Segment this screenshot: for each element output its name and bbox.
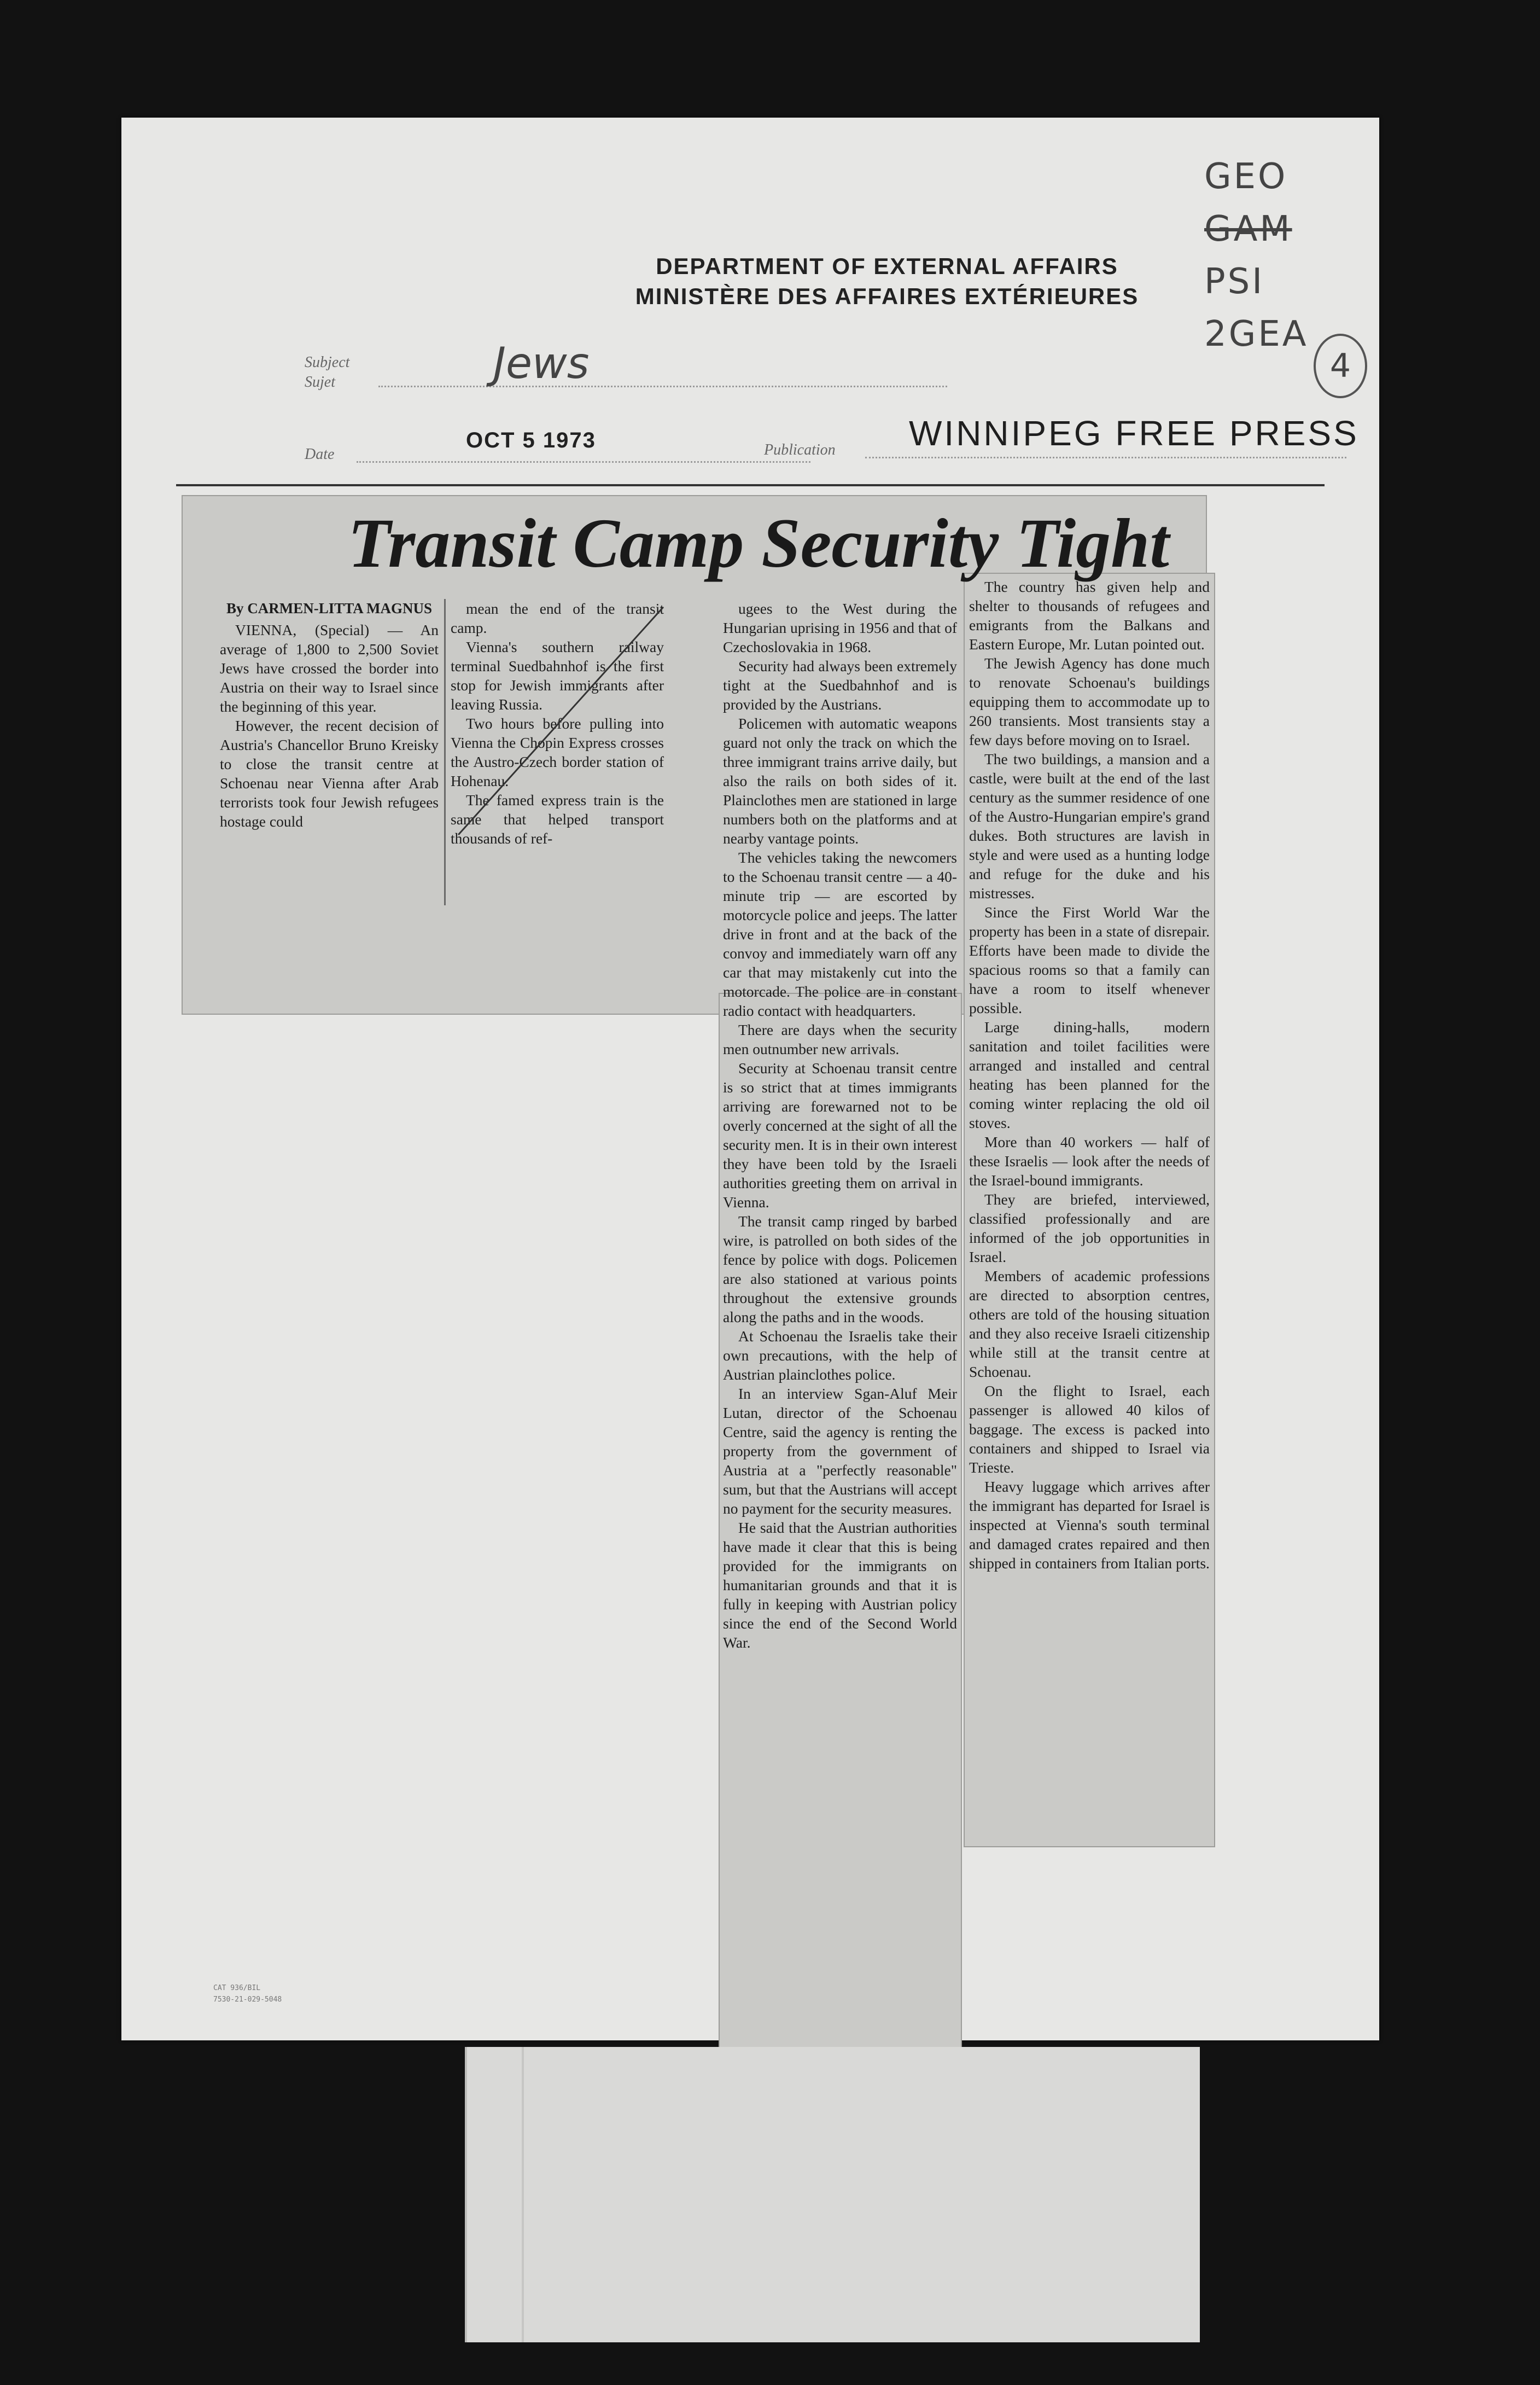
paragraph: However, the recent decision of Austria's Chancellor Bruno Kreisky to close the transit centre at Schoenau near Vienna after Arab terrorists took four Jewish refugees hostage could: [220, 717, 439, 830]
paragraph: Large dining-halls, modern sanitation and toilet facilities were arranged and installed and central heating has been planned for the coming winter replacing the old oil stoves.: [969, 1019, 1210, 1131]
subject-label: Subject: [305, 354, 350, 371]
paragraph: Heavy luggage which arrives after the immigrant has departed for Israel is inspected at Vienna's south terminal and damaged crates repaired and then shipped in containers from Italian ports.: [969, 1478, 1210, 1572]
paragraph: The country has given help and shelter to thousands of refugees and emigrants from the Balkans and Eastern Europe, Mr. Lutan pointed out.: [969, 578, 1210, 653]
paragraph: mean the end of the transit camp.: [451, 600, 664, 636]
article-byline: By CARMEN-LITTA MAGNUS: [226, 600, 433, 616]
date-label: Date: [305, 446, 335, 463]
paragraph: The transit camp ringed by barbed wire, is patrolled on both sides of the fence by police with dogs. Policemen are also stationed at various points throughout the extensive grounds along the paths and in the woods.: [723, 1213, 957, 1325]
subject-rule: [378, 386, 947, 387]
article-column-2: [451, 599, 664, 905]
routing-code-struck: GAM: [1204, 209, 1292, 249]
department-name-en: DEPARTMENT OF EXTERNAL AFFAIRS: [656, 253, 1118, 279]
routing-code: PSI: [1204, 261, 1265, 302]
column-rule: [444, 599, 446, 905]
paragraph: They are briefed, interviewed, classified professionally and are informed of the job opportunities in Israel.: [969, 1191, 1210, 1265]
department-header: [537, 252, 1237, 311]
publication-label: Publication: [764, 441, 836, 458]
paragraph: On the flight to Israel, each passenger is allowed 40 kilos of baggage. The excess is packed into containers and shipped to Israel via Trieste.: [969, 1382, 1210, 1476]
catalogue-number: [213, 1983, 282, 2006]
paragraph: Policemen with automatic weapons guard not only the track on which the three immigrant trains arrive daily, but also the rails on both sides of it. Plainclothes men are stationed in large numbers both on the platforms and at nearby vantage points.: [723, 715, 957, 847]
paragraph: The vehicles taking the newcomers to the Schoenau transit centre — a 40-minute trip — are escorted by motorcycle police and jeeps. The latter drive in front and at the back of the convoy and immediately warn off any car that may mistakenly cut into the motorcade. The police are in constant radio contact with headquarters.: [723, 849, 957, 1019]
paragraph: Security at Schoenau transit centre is so strict that at times immigrants arriving are forewarned not to be overly concerned at the sight of all the security men. It is in their own interest they have been told by the Israeli authorities greeting them on arrival in Vienna.: [723, 1060, 957, 1211]
catalogue-line: CAT 936/BIL: [213, 1984, 261, 1992]
paragraph: ugees to the West during the Hungarian uprising in 1956 and that of Czechoslovakia in 1968.: [723, 600, 957, 655]
paragraph: The famed express train is the same that helped transport thousands of ref-: [451, 792, 664, 847]
paragraph: The two buildings, a mansion and a castle, were built at the end of the last century as the summer residence of one of the Austro-Hungarian empire's grand dukes. Both structures are lavish in style and were used as a hunting lodge and refuge for the duke and his mistresses.: [969, 751, 1210, 901]
publication-rule: [865, 457, 1346, 458]
subject-value: Jews: [493, 339, 590, 388]
circled-page-number: 4: [1314, 334, 1367, 398]
paragraph: Since the First World War the property has been in a state of disrepair. Efforts have been made to divide the spacious rooms so that a family can have a room to itself whenever possible.: [969, 904, 1210, 1016]
paragraph: In an interview Sgan-Aluf Meir Lutan, director of the Schoenau Centre, said the agency is renting the property from the government of Austria at a "perfectly reasonable" sum, but that the Austrians will accept no payment for the security measures.: [723, 1385, 957, 1517]
date-rule: [357, 461, 810, 463]
paper-slip: [465, 2047, 1200, 2342]
paragraph: There are days when the security men outnumber new arrivals.: [723, 1021, 957, 1057]
routing-codes: [1204, 150, 1368, 360]
routing-code: GEO: [1204, 156, 1288, 197]
paragraph: More than 40 workers — half of these Israelis — look after the needs of the Israel-bound immigrants.: [969, 1133, 1210, 1189]
paragraph: He said that the Austrian authorities have made it clear that this is being provided for the immigrants on humanitarian grounds and that it is fully in keeping with Austrian policy since the end of the Second World War.: [723, 1519, 957, 1651]
separator-line: [176, 484, 1325, 486]
paragraph: Members of academic professions are directed to absorption centres, others are told of the housing situation and they also receive Israeli citizenship while still at the transit centre at Schoenau.: [969, 1267, 1210, 1380]
article-column-3: [723, 599, 957, 2114]
paragraph: Security had always been extremely tight at the Suedbahnhof and is provided by the Austrians.: [723, 658, 957, 713]
paragraph: Two hours before pulling into Vienna the Chopin Express crosses the Austro-Czech border station of Hohenau.: [451, 715, 664, 789]
article-column-1: [220, 599, 439, 905]
routing-code: 2GEA: [1204, 314, 1309, 354]
subject-label-fr: Sujet: [305, 374, 335, 391]
document-page: [121, 118, 1379, 2040]
paragraph: The Jewish Agency has done much to renovate Schoenau's buildings equipping them to accommodate up to 260 transients. Most transients stay a few days before moving on to Israel.: [969, 655, 1210, 748]
paragraph: At Schoenau the Israelis take their own precautions, with the help of Austrian plainclothes police.: [723, 1328, 957, 1383]
paragraph: Vienna's southern railway terminal Suedbahnhof is the first stop for Jewish immigrants after leaving Russia.: [451, 638, 664, 713]
article-column-4: [969, 577, 1210, 1841]
publication-name: WINNIPEG FREE PRESS: [909, 414, 1359, 453]
date-value: OCT 5 1973: [466, 428, 596, 452]
paragraph: VIENNA, (Special) — An average of 1,800 to 2,500 Soviet Jews have crossed the border into Austria on their way to Israel since the beginning of this year.: [220, 621, 439, 715]
catalogue-line: 7530-21-029-5048: [213, 1995, 282, 2004]
department-name-fr: MINISTÈRE DES AFFAIRES EXTÉRIEURES: [635, 283, 1139, 309]
article-headline: Transit Camp Security Tight: [348, 504, 1169, 582]
